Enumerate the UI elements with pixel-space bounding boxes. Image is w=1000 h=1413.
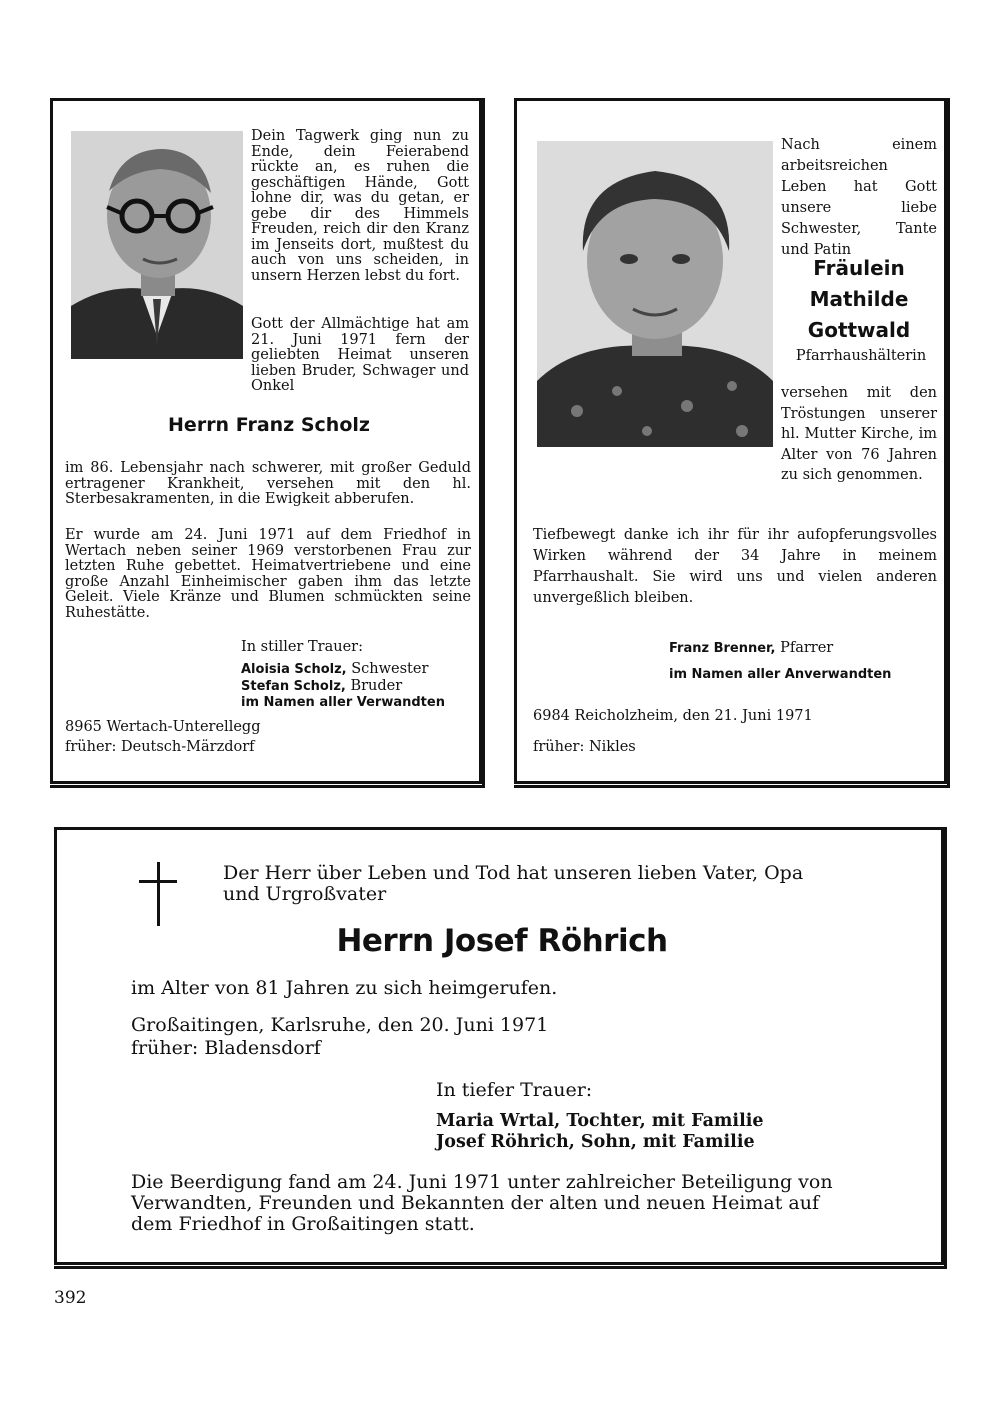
intro-text: Gott der Allmächtige hat am 21. Juni 1971 fern der geliebten Heimat unseren lieben Bruder, Schwager und Onkel [251, 316, 469, 394]
obituary-franz-scholz [50, 98, 482, 784]
place-date-text: Großaitingen, Karlsruhe, den 20. Juni 1971 [131, 1014, 549, 1036]
signer-block [669, 635, 939, 688]
place-date-text: 6984 Reicholzheim, den 21. Juni 1971 [533, 708, 813, 724]
death-details-text: im 86. Lebensjahr nach schwerer, mit großer Geduld ertragener Krankheit, versehen mit den hl. Sterbesakramenten, in die Ewigkeit abberufen. [65, 460, 471, 507]
portrait-photo-man [71, 131, 243, 359]
mourners-block [436, 1111, 764, 1153]
gratitude-text: Tiefbewegt danke ich ihr für ihr aufopferungsvolles Wirken während der 34 Jahre in meinem Pfarrhaushalt. Sie wird uns und vielen anderen unvergeßlich bleiben. [533, 527, 937, 606]
deceased-name: Herrn Josef Röhrich [336, 923, 668, 959]
place-text: 8965 Wertach-Unterellegg [65, 719, 261, 735]
name-first: Mathilde [809, 287, 909, 311]
mourner: Josef Röhrich, Sohn, mit Familie [436, 1132, 755, 1152]
mourner: Maria Wrtal, Tochter, mit Familie [436, 1111, 764, 1131]
mourning-label: In tiefer Trauer: [436, 1079, 593, 1101]
mourners-block [241, 639, 481, 711]
place-date-block [131, 1014, 548, 1060]
occupation-text: Pfarrhaushälterin [795, 348, 927, 364]
deceased-name: Herrn Franz Scholz [168, 414, 370, 436]
funeral-details-text: Er wurde am 24. Juni 1971 auf dem Friedhof in Wertach neben seiner 1969 verstorbenen Frau zur letzten Ruhe gebettet. Heimatvertriebene und eine große Anzahl Einheimischer gaben ihm das letzte Geleit. Viele Kränze und Blumen schmückten seine Ruhestätte. [65, 527, 471, 621]
age-text: im Alter von 81 Jahren zu sich heimgerufen. [131, 977, 558, 999]
mourner: Stefan Scholz, Bruder [241, 678, 403, 694]
relatives-note: im Namen aller Verwandten [241, 695, 445, 710]
funeral-text: Die Beerdigung fand am 24. Juni 1971 unter zahlreicher Beteiligung von Verwandten, Freunden und Bekannten der alten und neuen Heimat auf dem Friedhof in Großaitingen statt. [131, 1171, 833, 1235]
mourner: Aloisia Scholz, Schwester [241, 661, 429, 677]
poem-text: Dein Tagwerk ging nun zu Ende, dein Feierabend rückte an, es ruhen die geschäftigen Hände, Gott lohne dir, was du getan, er gebe dir des Himmels Freuden, reich dir den Kranz im Jenseits dort, mußtest du auch von uns scheiden, in unsern Herzen lebst du fort. [251, 128, 469, 284]
deceased-name-block [779, 253, 939, 346]
signer: Franz Brenner, Pfarrer [669, 640, 834, 656]
former-home-text: früher: Deutsch-Märzdorf [65, 739, 255, 755]
former-home-text: früher: Bladensdorf [131, 1037, 321, 1059]
intro-text: Nach einem arbeitsreichen Leben hat Gott unsere liebe Schwester, Tante und Patin [781, 137, 937, 258]
page-number: 392 [54, 1288, 87, 1308]
relatives-note: im Namen aller Anverwandten [669, 667, 892, 682]
intro-text: Der Herr über Leben und Tod hat unseren lieben Vater, Opa und Urgroßvater [223, 862, 804, 905]
obituary-mathilde-gottwald [514, 98, 947, 784]
death-details-text: versehen mit den Tröstungen unserer hl. Mutter Kirche, im Alter von 76 Jahren zu sich genommen. [781, 385, 937, 483]
former-home-text: früher: Nikles [533, 739, 636, 755]
name-title: Fräulein [813, 256, 905, 280]
obituary-josef-roehrich [54, 827, 944, 1265]
name-last: Gottwald [807, 318, 911, 342]
mourning-label: In stiller Trauer: [241, 639, 363, 655]
address-block [65, 717, 260, 757]
portrait-photo-woman [537, 141, 773, 447]
